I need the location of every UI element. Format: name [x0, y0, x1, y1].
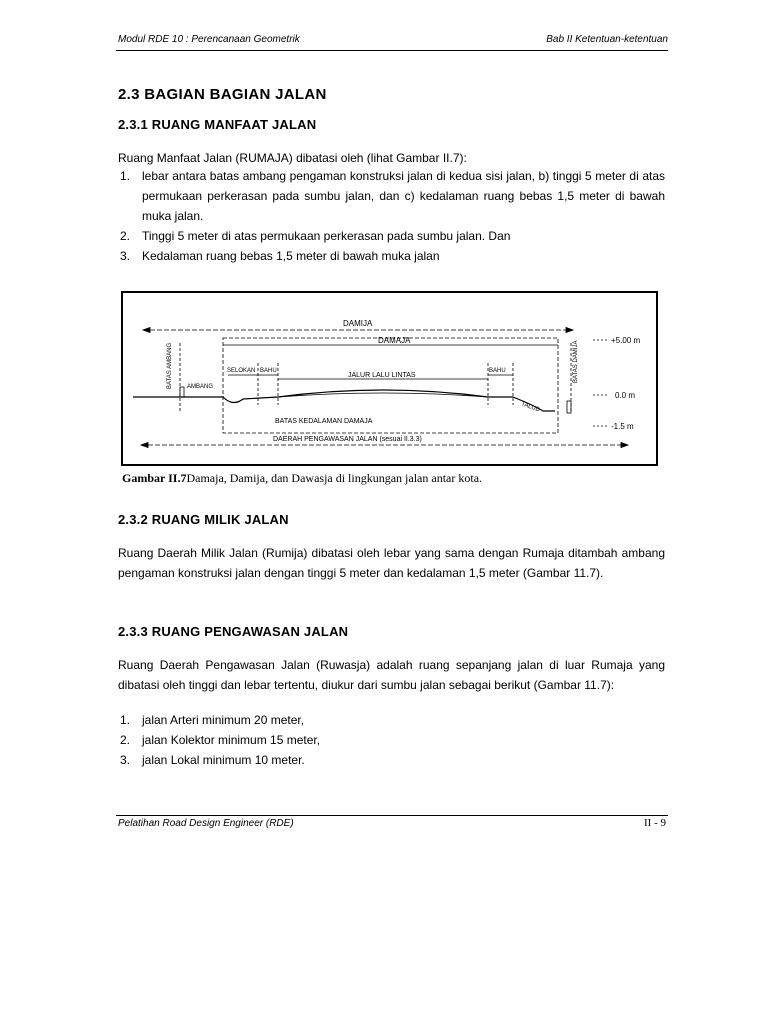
caption-label: Gambar II.7 — [122, 471, 187, 485]
selokan-label: SELOKAN — [227, 368, 256, 374]
batas-damija-label: BATAS DAMIJA — [573, 340, 579, 383]
caption-text: Damaja, Damija, dan Dawasja di lingkungan jalan antar kota. — [186, 471, 483, 485]
list-item — [118, 226, 665, 246]
list-text: jalan Lokal minimum 10 meter. — [142, 753, 305, 767]
arrow-head — [566, 328, 573, 333]
list-text: Kedalaman ruang bebas 1,5 meter di bawah muka jalan — [142, 249, 440, 263]
arrow-head — [621, 443, 628, 448]
list-text: lebar antara batas ambang pengaman konstruksi jalan di kedua sisi jalan, b) tinggi 5 meter di atas permukaan perkerasan pada sumbu jalan, dan c) kedalaman ruang bebas 1,5 meter di bawah muka jalan. — [142, 169, 665, 223]
sub2-title: 2.3.2 RUANG MILIK JALAN — [118, 512, 289, 527]
ambang-post — [180, 387, 184, 397]
bahu-right-label: BAHU — [489, 368, 506, 374]
list-text: Tinggi 5 meter di atas permukaan perkerasan pada sumbu jalan. Dan — [142, 229, 511, 243]
bahu-left-label: BAHU — [260, 368, 277, 374]
sub3-title: 2.3.3 RUANG PENGAWASAN JALAN — [118, 624, 349, 639]
header-right: Bab II Ketentuan-ketentuan — [546, 34, 668, 45]
batas-ambang-label: BATAS AMBANG — [167, 342, 173, 389]
arrow-head — [143, 328, 150, 333]
level-bot-label: -1.5 m — [611, 422, 634, 431]
list-text: jalan Kolektor minimum 15 meter, — [142, 733, 321, 747]
list-number: 1. — [120, 713, 131, 727]
batas-kedalaman-label: BATAS KEDALAMAN DAMAJA — [275, 418, 373, 425]
header-rule — [116, 50, 668, 51]
sub1-intro: Ruang Manfaat Jalan (RUMAJA) dibatasi oleh (lihat Gambar II.7): — [118, 151, 467, 165]
list-number: 3. — [120, 249, 131, 263]
list-item — [118, 166, 665, 226]
footer-rule — [116, 815, 668, 816]
header-left: Modul RDE 10 : Perencanaan Geometrik — [118, 34, 300, 45]
list-number: 3. — [120, 753, 131, 767]
sub1-title: 2.3.1 RUANG MANFAAT JALAN — [118, 117, 317, 132]
arrow-head — [141, 443, 148, 448]
sub2-text: Ruang Daerah Milik Jalan (Rumija) dibatasi oleh lebar yang sama dengan Rumaja ditambah ambang pengaman konstruksi jalan dengan tinggi 5 meter dan kedalaman 1,5 meter (Gambar 11.7). — [118, 546, 665, 580]
figure-caption — [122, 471, 482, 486]
sub3-text: Ruang Daerah Pengawasan Jalan (Ruwasja) adalah ruang sepanjang jalan di luar Rumaja yang dibatasi oleh tinggi dan lebar tertentu, diukur dari sumbu jalan sebagai berikut (Gambar 11.7): — [118, 658, 665, 692]
list-text: jalan Arteri minimum 20 meter, — [142, 713, 305, 727]
section-title: 2.3 BAGIAN BAGIAN JALAN — [118, 86, 327, 103]
list-item — [118, 730, 665, 750]
ground-profile — [133, 390, 555, 414]
footer-left: Pelatihan Road Design Engineer (RDE) — [118, 818, 294, 829]
level-top-label: +5.00 m — [611, 336, 641, 345]
road-cross-section-figure — [121, 291, 658, 466]
list-number: 2. — [120, 733, 131, 747]
damaja-box — [223, 338, 558, 433]
list-item — [118, 246, 665, 266]
damija-label: DAMIJA — [343, 319, 373, 328]
jalur-label: JALUR LALU LINTAS — [348, 372, 416, 379]
damija-post — [567, 401, 571, 413]
page-number: II - 9 — [644, 817, 666, 829]
sub1-list — [118, 166, 665, 266]
list-number: 2. — [120, 229, 131, 243]
damaja-label: DAMAJA — [378, 336, 411, 345]
sub3-list — [118, 710, 665, 770]
list-item — [118, 750, 665, 770]
list-item — [118, 710, 665, 730]
talud-label: TALUD — [520, 401, 541, 414]
level-mid-label: 0.0 m — [615, 391, 636, 400]
list-number: 1. — [120, 169, 131, 183]
ambang-label: AMBANG — [187, 384, 214, 390]
dawasja-label: DAERAH PENGAWASAN JALAN (sesuai II.3.3) — [273, 436, 422, 443]
cross-section-diagram — [123, 293, 656, 464]
